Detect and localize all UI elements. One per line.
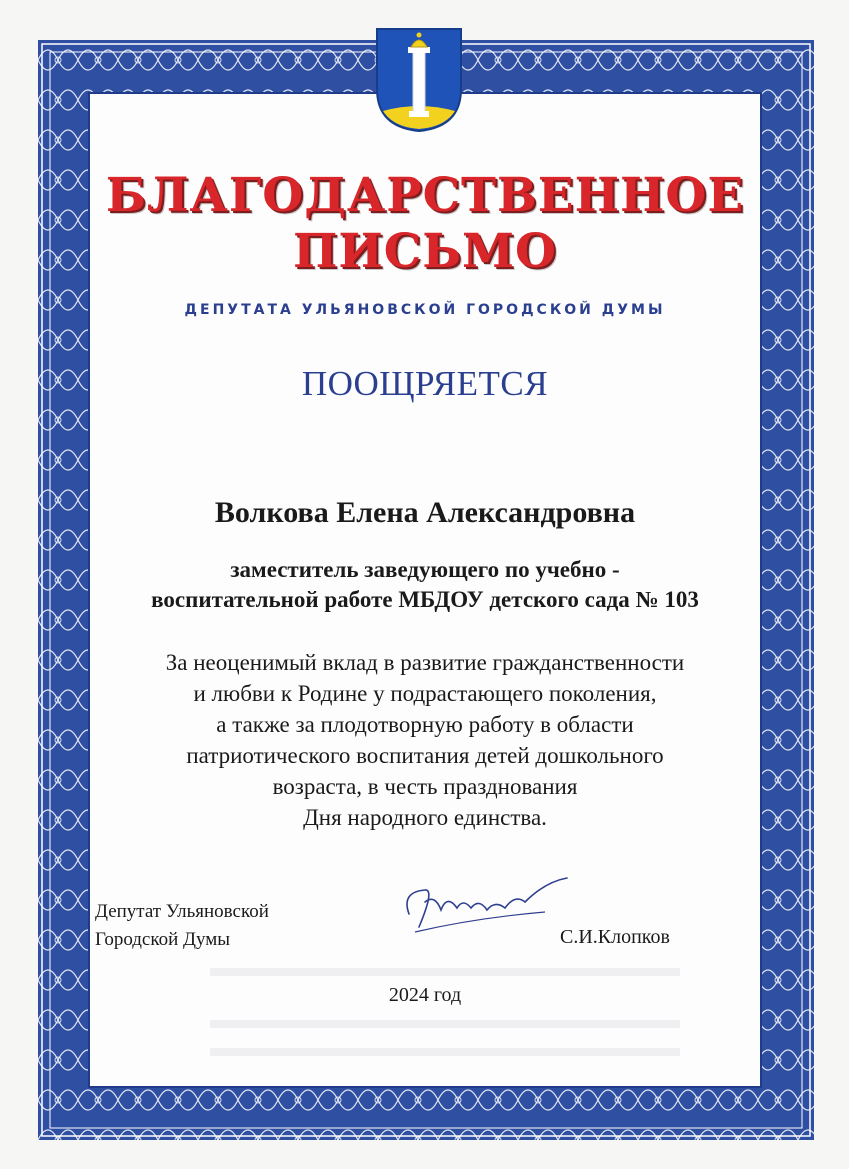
signer-title [95, 898, 269, 954]
encourage-heading: ПООЩРЯЕТСЯ [301, 364, 549, 403]
citation-text [88, 647, 762, 833]
subtitle: ДЕПУТАТА УЛЬЯНОВСКОЙ ГОРОДСКОЙ ДУМЫ [184, 302, 666, 318]
citation-line: а также за плодотворную работу в области [216, 712, 634, 737]
title-line-2: ПИСЬМО [293, 224, 557, 279]
show-through-text [210, 1020, 680, 1028]
signer-title-line: Городской Думы [95, 929, 231, 950]
position-line: заместитель заведующего по учебно - [230, 557, 620, 582]
citation-line: патриотического воспитания детей дошкольного [186, 743, 664, 768]
citation-line: и любви к Родине у подрастающего поколения, [193, 681, 657, 706]
position-line: воспитательной работе МБДОУ детского сада № 103 [151, 587, 699, 612]
handwritten-signature [395, 872, 585, 942]
recipient-name: Волкова Елена Александровна [214, 496, 636, 529]
citation-line: Дня народного единства. [303, 805, 547, 830]
signer-title-line: Депутат Ульяновской [95, 901, 269, 922]
show-through-text [210, 968, 680, 976]
show-through-text [210, 1048, 680, 1056]
year: 2024 год [388, 984, 462, 1006]
ulyanovsk-coat-of-arms-icon [375, 27, 463, 133]
citation-line: возраста, в честь празднования [272, 774, 578, 799]
signer-name: С.И.Клопков [560, 926, 670, 948]
recipient-position [88, 555, 762, 615]
citation-line: За неоценимый вклад в развитие гражданственности [165, 650, 685, 675]
title-line-1: БЛАГОДАРСТВЕННОЕ [105, 168, 745, 223]
